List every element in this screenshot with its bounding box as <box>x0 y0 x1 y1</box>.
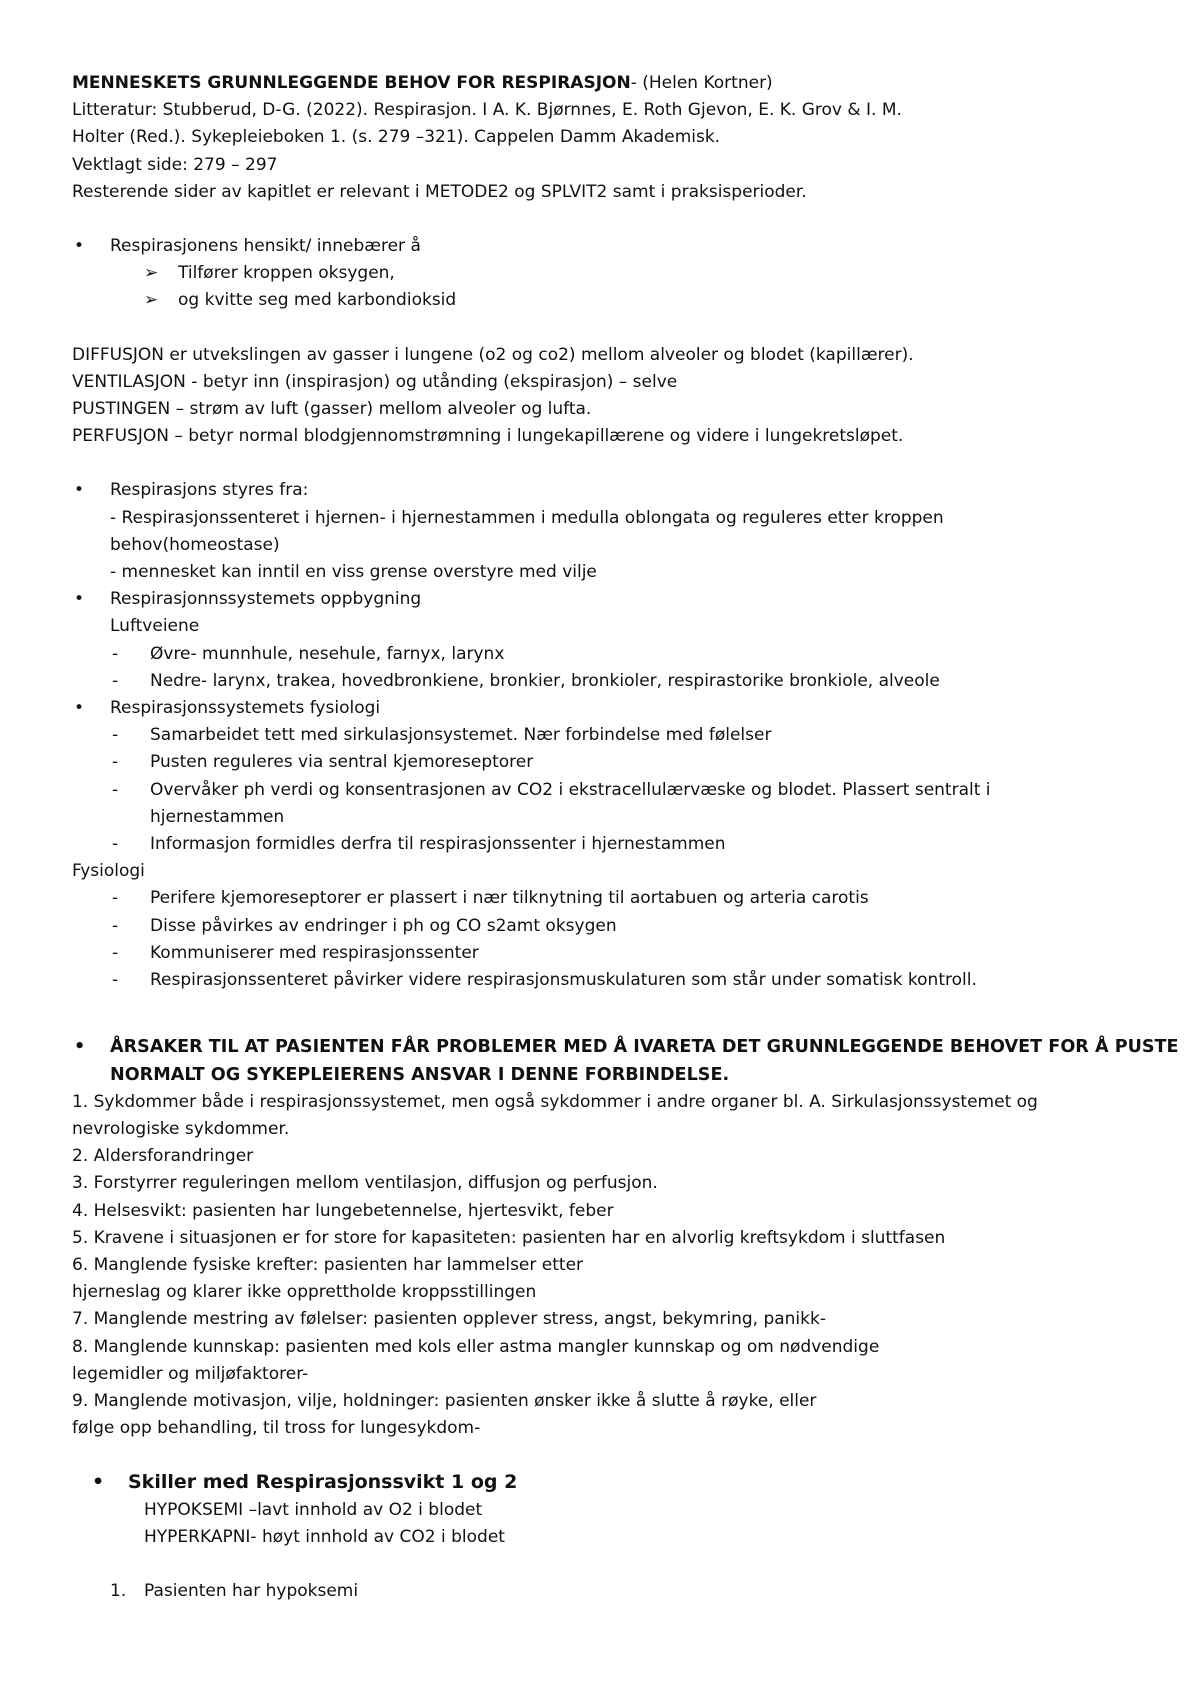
dash-glyph: - <box>112 942 119 963</box>
dash-glyph: - <box>112 752 119 773</box>
arsaker-line: 3. Forstyrrer reguleringen mellom ventilasjon, diffusjon og perfusjon. <box>72 1173 658 1194</box>
arsaker-line: 5. Kravene i situasjonen er for store for kapasiteten: pasienten har en alvorlig kreftsykdom i sluttfasen <box>72 1227 946 1248</box>
dash-glyph: - <box>112 970 119 991</box>
document-title <box>72 70 1132 97</box>
list-item: - Informasjon formidles derfra til respirasjonssenter i hjernestammen <box>72 831 1132 858</box>
oppbygning-bullet: • Respirasjonnssystemets oppbygning <box>72 586 1132 613</box>
dash-glyph: - <box>112 725 119 746</box>
arsaker-heading: • ÅRSAKER TIL AT PASIENTEN FÅR PROBLEMER MED Å IVARETA DET GRUNNLEGGENDE BEHOVET FOR Å PUSTE NORMALT OG SYKEPLEIERENS ANSVAR I DENNE FORBINDELSE. <box>72 1034 1132 1088</box>
arsaker-line: 2. Aldersforandringer <box>72 1146 254 1167</box>
bullet-glyph: • <box>74 1037 86 1058</box>
definition-diffusjon: DIFFUSJON er utvekslingen av gasser i lungene (o2 og co2) mellom alveoler og blodet (kapillærer). <box>72 344 914 365</box>
hypoksemi-line: HYPOKSEMI –lavt innhold av O2 i blodet <box>144 1499 483 1520</box>
bullet-glyph: • <box>74 589 85 610</box>
fysiologi-label: Fysiologi <box>72 861 145 882</box>
bullet-glyph: • <box>74 236 85 257</box>
bullet-glyph: • <box>92 1471 105 1494</box>
resterende-line: Resterende sider av kapitlet er relevant i METODE2 og SPLVIT2 samt i praksisperioder. <box>72 181 807 202</box>
list-item: - Øvre- munnhule, nesehule, farnyx, larynx <box>72 641 1132 668</box>
list-item: - Perifere kjemoreseptorer er plassert i nær tilknytning til aortabuen og arteria carotis <box>72 885 1132 912</box>
arsaker-line: legemidler og miljøfaktorer- <box>72 1363 309 1384</box>
list-item: - Pusten reguleres via sentral kjemoreseptorer <box>72 749 1132 776</box>
list-item: - Samarbeidet tett med sirkulasjonsystemet. Nær forbindelse med følelser <box>72 722 1132 749</box>
arrow-bullet-icon: ➢ <box>144 263 159 284</box>
luftveiene-label: Luftveiene <box>110 616 200 637</box>
arsaker-line: 8. Manglende kunnskap: pasienten med kols eller astma mangler kunnskap og om nødvendige <box>72 1336 880 1357</box>
list-item: - Nedre- larynx, trakea, hovedbronkiene, bronkier, bronkioler, respirastorike bronkiole, alveole <box>72 668 1132 695</box>
list-number: 1. <box>110 1580 127 1601</box>
list-item: ➢ og kvitte seg med karbondioksid <box>72 287 1132 314</box>
literature-line-1: Litteratur: Stubberud, D-G. (2022). Respirasjon. I A. K. Bjørnnes, E. Roth Gjevon, E. K. Grov & I. M. <box>72 100 902 121</box>
title-bold: MENNESKETS GRUNNLEGGENDE BEHOV FOR RESPIRASJON <box>72 73 631 93</box>
styres-line: - Respirasjonssenteret i hjernen- i hjernestammen i medulla oblongata og reguleres etter kroppen <box>110 507 944 528</box>
list-item: ➢ Tilfører kroppen oksygen, <box>72 260 1132 287</box>
arsaker-line: hjerneslag og klarer ikke opprettholde kroppsstillingen <box>72 1282 537 1303</box>
document-page <box>72 70 1179 1605</box>
dash-glyph: - <box>112 643 119 664</box>
dash-glyph: - <box>112 670 119 691</box>
vektlagt-line: Vektlagt side: 279 – 297 <box>72 154 278 175</box>
hyperkapni-line: HYPERKAPNI- høyt innhold av CO2 i blodet <box>144 1526 505 1547</box>
arsaker-line: 4. Helsesvikt: pasienten har lungebetennelse, hjertesvikt, feber <box>72 1200 614 1221</box>
definition-ventilasjon: VENTILASJON - betyr inn (inspirasjon) og utånding (ekspirasjon) – selve <box>72 371 678 392</box>
fysiologi-bullet: • Respirasjonssystemets fysiologi <box>72 695 1132 722</box>
title-author: - (Helen Kortner) <box>630 73 773 93</box>
list-item: - Kommuniserer med respirasjonssenter <box>72 940 1132 967</box>
styres-line: behov(homeostase) <box>110 534 280 555</box>
bullet-glyph: • <box>74 480 85 501</box>
list-item: 1. Pasienten har hypoksemi <box>72 1578 1132 1605</box>
styres-bullet: • Respirasjons styres fra: <box>72 477 1132 504</box>
literature-line-2: Holter (Red.). Sykepleieboken 1. (s. 279 –321). Cappelen Damm Akademisk. <box>72 127 721 148</box>
arsaker-line: nevrologiske sykdommer. <box>72 1118 290 1139</box>
definition-perfusjon: PERFUSJON – betyr normal blodgjennomstrømning i lungekapillærene og videre i lungekretsløpet. <box>72 426 904 447</box>
dash-glyph: - <box>112 779 119 800</box>
dash-glyph: - <box>112 888 119 909</box>
arsaker-line: 6. Manglende fysiske krefter: pasienten har lammelser etter <box>72 1254 584 1275</box>
dash-glyph: - <box>112 915 119 936</box>
arrow-bullet-icon: ➢ <box>144 290 159 311</box>
styres-line: - mennesket kan inntil en viss grense overstyre med vilje <box>110 562 597 583</box>
definition-pustingen: PUSTINGEN – strøm av luft (gasser) mellom alveoler og lufta. <box>72 399 592 420</box>
list-item: - Respirasjonssenteret påvirker videre respirasjonsmuskulaturen som står under somatisk kontroll. <box>72 967 1132 994</box>
dash-glyph: - <box>112 834 119 855</box>
arsaker-line: 7. Manglende mestring av følelser: pasienten opplever stress, angst, bekymring, panikk- <box>72 1309 826 1330</box>
skiller-heading: • Skiller med Respirasjonssvikt 1 og 2 <box>72 1469 1132 1496</box>
arsaker-line: 1. Sykdommer både i respirasjonssystemet, men også sykdommer i andre organer bl. A. Sirkulasjonssystemet og <box>72 1091 1038 1112</box>
bullet-glyph: • <box>74 698 85 719</box>
list-item: - Overvåker ph verdi og konsentrasjonen av CO2 i ekstracellulærvæske og blodet. Plassert sentralt i hjernestammen <box>72 777 1132 831</box>
arsaker-line: 9. Manglende motivasjon, vilje, holdninger: pasienten ønsker ikke å slutte å røyke, eller <box>72 1390 817 1411</box>
hensikt-bullet: • Respirasjonens hensikt/ innebærer å <box>72 233 1132 260</box>
arsaker-line: følge opp behandling, til tross for lungesykdom- <box>72 1418 481 1439</box>
list-item: - Disse påvirkes av endringer i ph og CO s2amt oksygen <box>72 913 1132 940</box>
